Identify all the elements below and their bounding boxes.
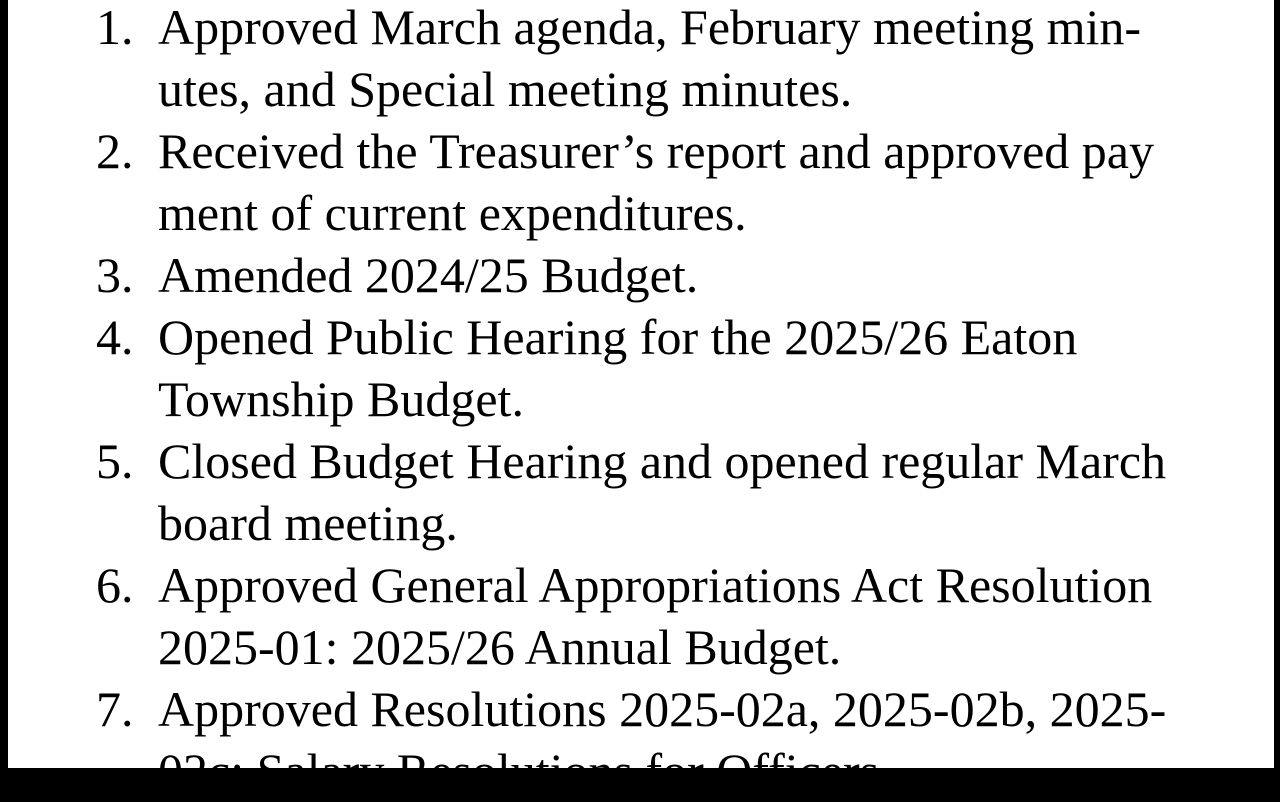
item-text (158, 554, 1152, 678)
list-item (96, 0, 1166, 120)
item-text-line: Approved Resolutions 2025-02a, 2025-02b, 2025- (158, 681, 1167, 737)
minutes-action-list (96, 0, 1166, 802)
item-text (158, 430, 1166, 554)
item-text-line: board meeting. (158, 495, 458, 551)
item-number: 4. (96, 309, 134, 365)
item-text (158, 120, 1154, 244)
item-text-line: Township Budget. (158, 371, 524, 427)
document-page (8, 0, 1274, 799)
item-text-line: ment of current expenditures. (158, 185, 747, 241)
list-item (96, 120, 1166, 244)
item-number: 7. (96, 681, 134, 737)
list-item (96, 678, 1166, 802)
item-text-line: utes, and Special meeting minutes. (158, 61, 853, 117)
item-text (158, 0, 1141, 120)
item-text-line: 2025-01: 2025/26 Annual Budget. (158, 619, 842, 675)
item-text-line: Approved General Appropriations Act Resolution (158, 557, 1153, 613)
item-text (158, 678, 1166, 802)
item-number: 2. (96, 123, 134, 179)
item-text-line: Opened Public Hearing for the 2025/26 Eaton (158, 309, 1078, 365)
item-text-line: Received the Treasurer’s report and approved pay (158, 123, 1154, 179)
item-text-line: 02c: Salary Resolutions for Officers. (158, 743, 892, 799)
list-item (96, 244, 1166, 306)
item-number: 5. (96, 433, 134, 489)
item-text (158, 306, 1077, 430)
item-text-line: Approved March agenda, February meeting min- (158, 0, 1142, 55)
item-number: 3. (96, 247, 134, 303)
list-item (96, 554, 1166, 678)
list-item (96, 430, 1166, 554)
list-item (96, 306, 1166, 430)
item-text-line: Amended 2024/25 Budget. (158, 247, 699, 303)
item-number: 6. (96, 557, 134, 613)
item-text (158, 244, 698, 306)
item-text-line: Closed Budget Hearing and opened regular March (158, 433, 1167, 489)
item-number: 1. (96, 0, 134, 55)
